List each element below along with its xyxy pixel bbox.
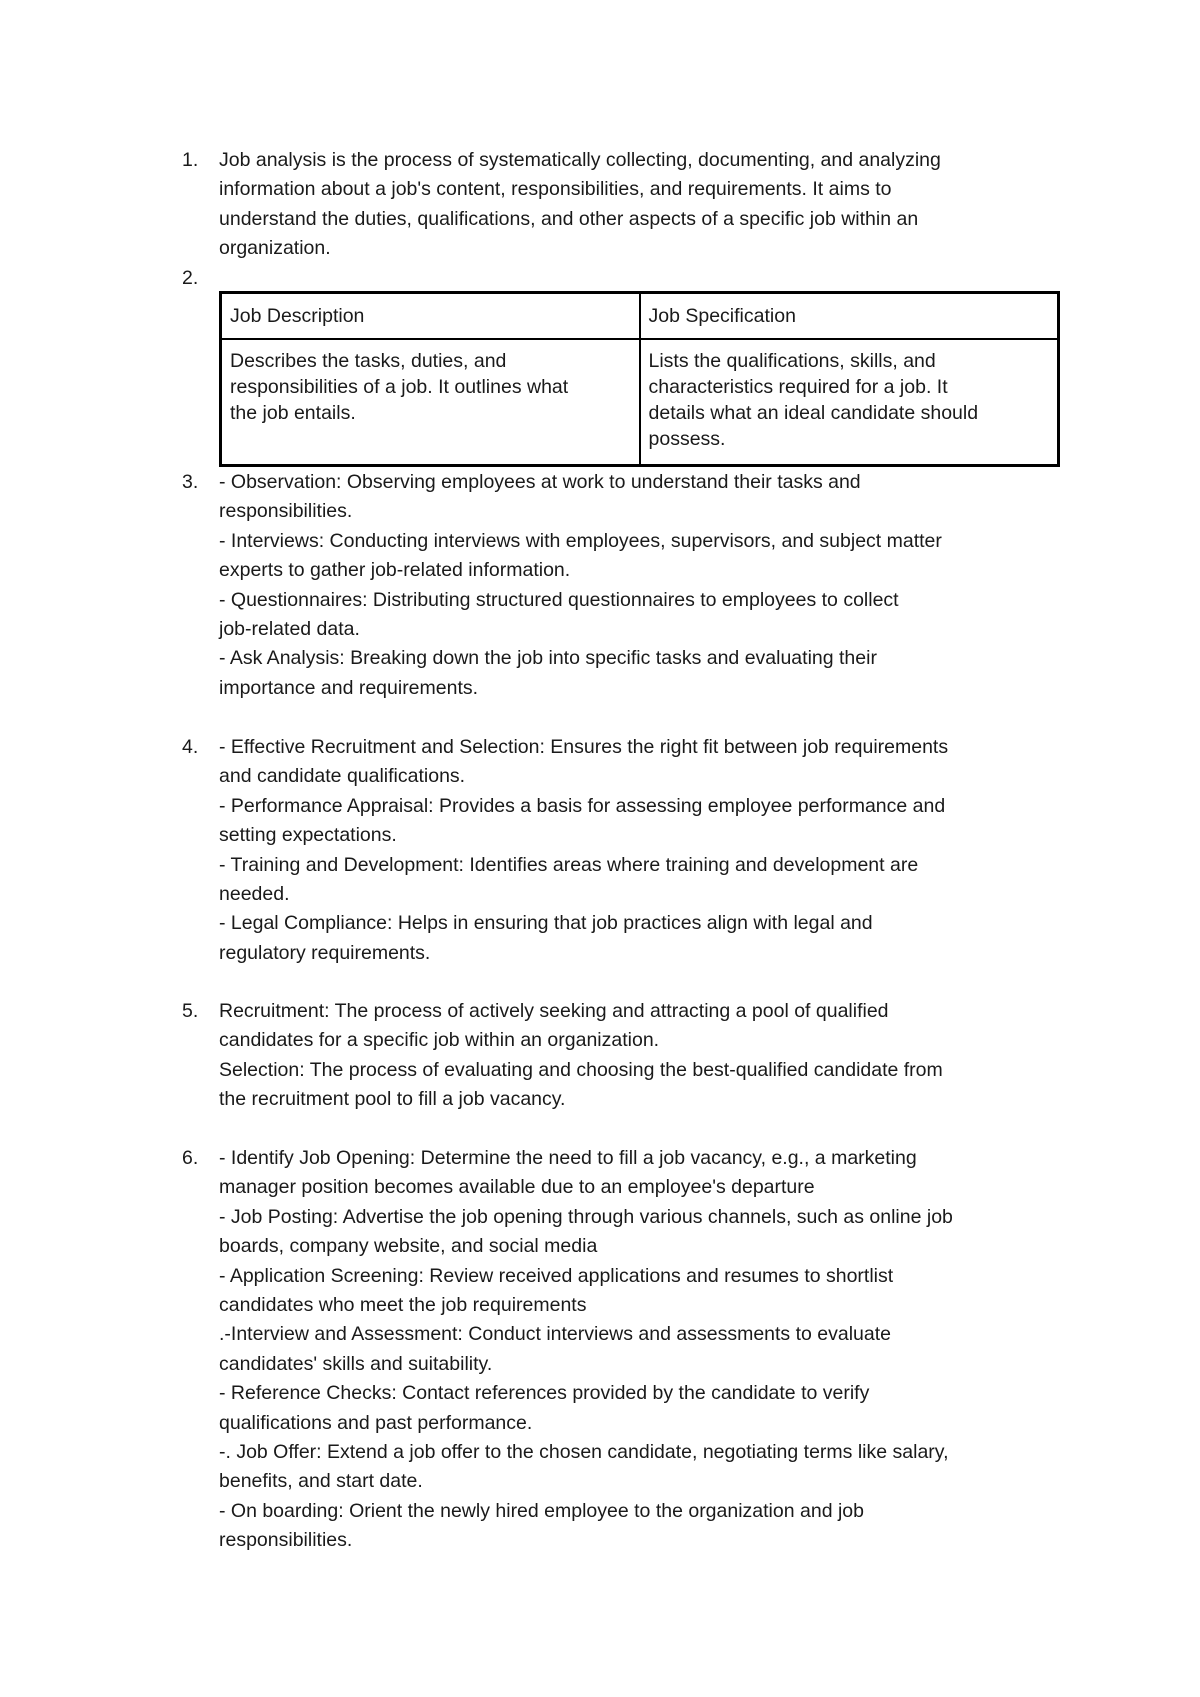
cell-line: details what an ideal candidate should bbox=[648, 402, 979, 424]
text-line: - Observation: Observing employees at work to understand their tasks and bbox=[219, 471, 861, 493]
text-line: manager position becomes available due to an employee's departure bbox=[219, 1176, 815, 1199]
text-line: understand the duties, qualifications, and other aspects of a specific job within an bbox=[219, 207, 919, 230]
text-line: - Performance Appraisal: Provides a basis for assessing employee performance and bbox=[219, 794, 946, 817]
cell-line: responsibilities of a job. It outlines what bbox=[230, 376, 569, 398]
text-line: candidates who meet the job requirements bbox=[219, 1294, 587, 1317]
text-line: Job analysis is the process of systematically collecting, documenting, and analyzing bbox=[219, 149, 941, 171]
list-item-text bbox=[219, 733, 1069, 968]
list-number: 1. bbox=[182, 149, 199, 171]
text-line: needed. bbox=[219, 883, 290, 906]
text-line: setting expectations. bbox=[219, 824, 397, 847]
text-line: regulatory requirements. bbox=[219, 941, 431, 964]
cell-line: Describes the tasks, duties, and bbox=[230, 350, 507, 372]
list-number: 2. bbox=[182, 267, 199, 289]
text-line: Selection: The process of evaluating and choosing the best-qualified candidate from bbox=[219, 1058, 943, 1081]
table-row bbox=[221, 339, 1059, 466]
table-header-row bbox=[221, 293, 1059, 340]
text-line: importance and requirements. bbox=[219, 676, 479, 699]
table-header-cell: Job Description bbox=[221, 293, 640, 340]
list-item-text bbox=[219, 1144, 1069, 1556]
cell-line: Lists the qualifications, skills, and bbox=[648, 350, 936, 372]
list-number: 6. bbox=[182, 1147, 199, 1169]
text-line: candidates' skills and suitability. bbox=[219, 1352, 493, 1375]
list-item-text bbox=[219, 468, 1069, 703]
text-line: - Identify Job Opening: Determine the need to fill a job vacancy, e.g., a marketing bbox=[219, 1147, 917, 1169]
text-line: responsibilities. bbox=[219, 1529, 353, 1552]
cell-line: the job entails. bbox=[230, 402, 356, 424]
text-line: - Interviews: Conducting interviews with employees, supervisors, and subject matter bbox=[219, 529, 942, 552]
list-number: 5. bbox=[182, 1000, 199, 1022]
text-line: - Application Screening: Review received applications and resumes to shortlist bbox=[219, 1264, 894, 1287]
text-line: - Questionnaires: Distributing structured questionnaires to employees to collect bbox=[219, 588, 899, 611]
text-line: - Legal Compliance: Helps in ensuring that job practices align with legal and bbox=[219, 912, 873, 935]
text-line: qualifications and past performance. bbox=[219, 1411, 533, 1434]
text-line: Recruitment: The process of actively seeking and attracting a pool of qualified bbox=[219, 1000, 889, 1022]
text-line: the recruitment pool to fill a job vacancy. bbox=[219, 1088, 566, 1111]
text-line: boards, company website, and social media bbox=[219, 1235, 598, 1258]
text-line: - Ask Analysis: Breaking down the job into specific tasks and evaluating their bbox=[219, 647, 877, 670]
list-number: 3. bbox=[182, 471, 199, 493]
text-line: responsibilities. bbox=[219, 500, 353, 523]
text-line: - Training and Development: Identifies areas where training and development are bbox=[219, 853, 919, 876]
text-line: experts to gather job-related information. bbox=[219, 559, 571, 582]
list-number: 4. bbox=[182, 736, 199, 758]
table-header-cell: Job Specification bbox=[640, 293, 1059, 340]
table-cell bbox=[221, 339, 640, 466]
text-line: - Effective Recruitment and Selection: Ensures the right fit between job requirements bbox=[219, 736, 949, 758]
table-cell bbox=[640, 339, 1059, 466]
text-line: job-related data. bbox=[219, 618, 360, 641]
text-line: - Job Posting: Advertise the job opening through various channels, such as online job bbox=[219, 1205, 953, 1228]
list-item-text bbox=[219, 146, 1069, 264]
list-item-text bbox=[219, 997, 1069, 1115]
text-line: and candidate qualifications. bbox=[219, 765, 466, 788]
text-line: organization. bbox=[219, 237, 331, 260]
text-line: -. Job Offer: Extend a job offer to the chosen candidate, negotiating terms like salary, bbox=[219, 1441, 949, 1464]
text-line: information about a job's content, responsibilities, and requirements. It aims to bbox=[219, 178, 892, 201]
text-line: candidates for a specific job within an organization. bbox=[219, 1029, 660, 1052]
text-line: .-Interview and Assessment: Conduct interviews and assessments to evaluate bbox=[219, 1323, 891, 1346]
cell-line: characteristics required for a job. It bbox=[648, 376, 948, 398]
comparison-table bbox=[219, 291, 1060, 467]
text-line: benefits, and start date. bbox=[219, 1470, 423, 1493]
cell-line: possess. bbox=[648, 428, 726, 450]
text-line: - Reference Checks: Contact references provided by the candidate to verify bbox=[219, 1382, 870, 1405]
text-line: - On boarding: Orient the newly hired employee to the organization and job bbox=[219, 1499, 864, 1522]
